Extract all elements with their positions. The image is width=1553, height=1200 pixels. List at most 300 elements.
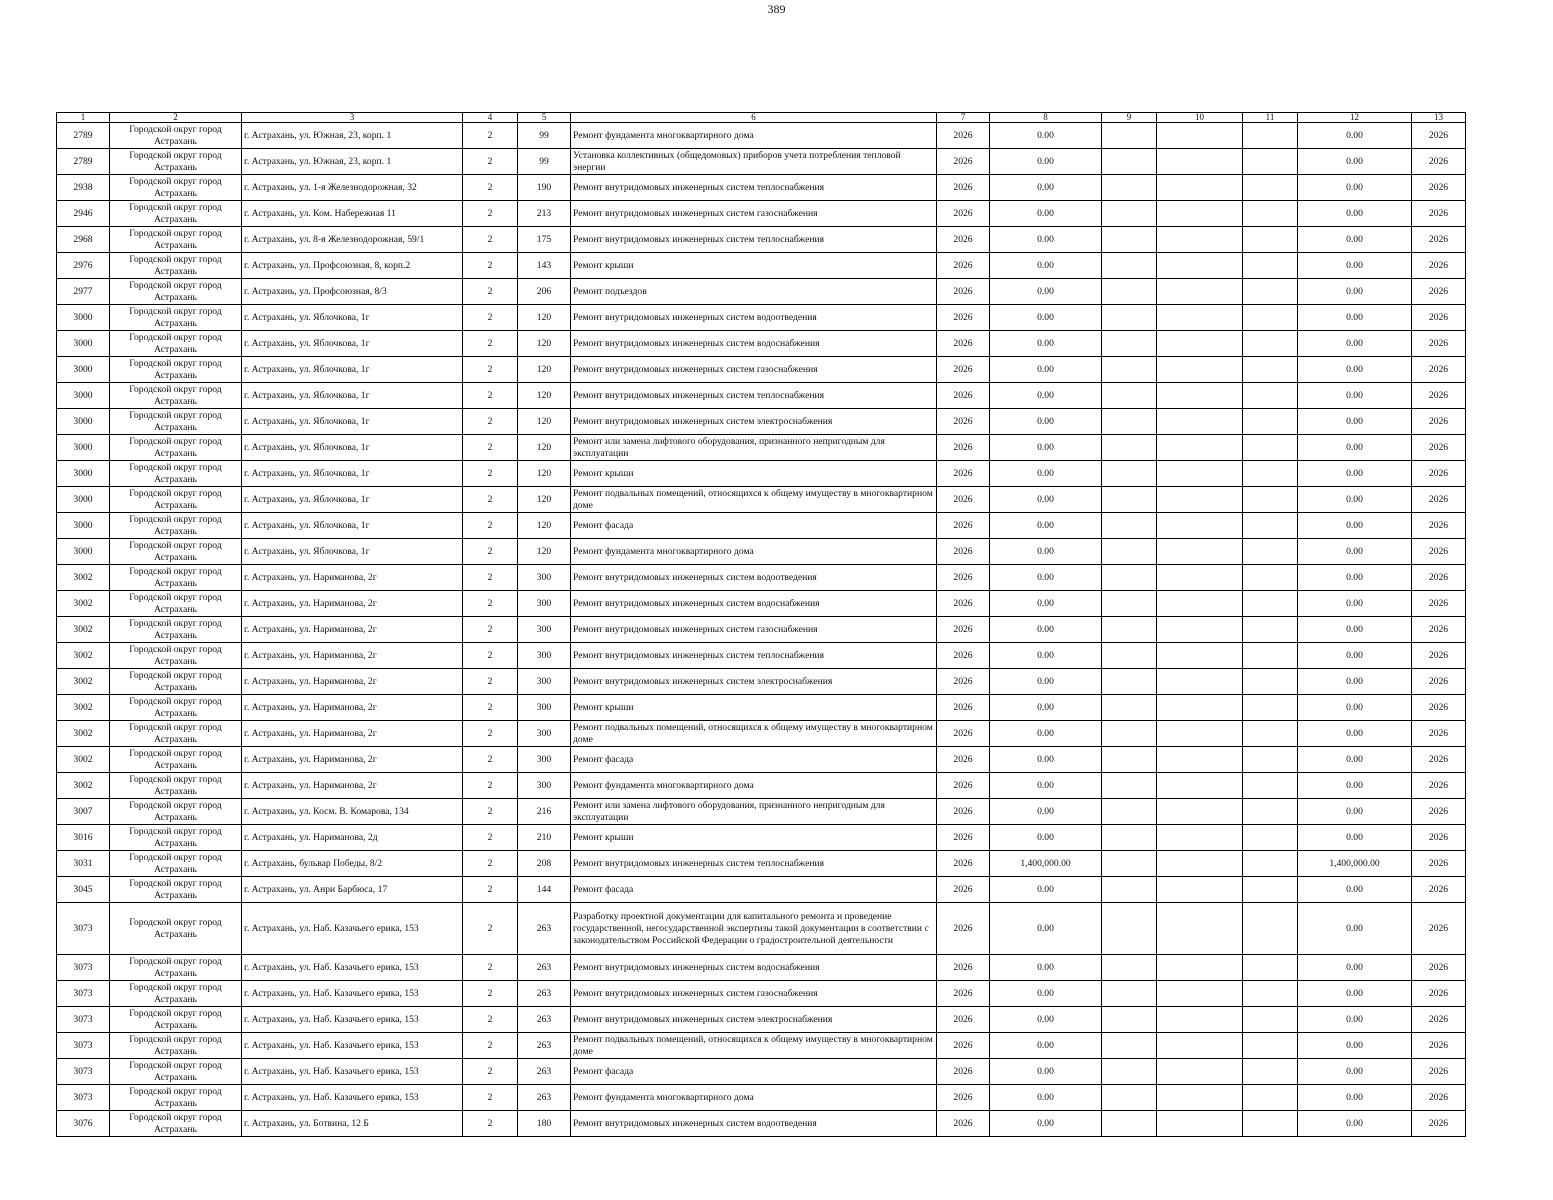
cell-completion-year: 2026 xyxy=(1412,331,1466,357)
cell-year: 2026 xyxy=(937,1085,990,1111)
cell-col-5: 120 xyxy=(518,487,571,513)
table-row xyxy=(57,1085,1466,1111)
column-header: 10 xyxy=(1157,113,1243,123)
cell-record-number: 2789 xyxy=(57,123,110,149)
cell-fund-cost: 0.00 xyxy=(1298,123,1412,149)
table-row xyxy=(57,435,1466,461)
column-header: 12 xyxy=(1298,113,1412,123)
cell-col-11 xyxy=(1243,1033,1298,1059)
cell-completion-year: 2026 xyxy=(1412,175,1466,201)
cell-work-type: Ремонт внутридомовых инженерных систем электроснабжения xyxy=(571,669,937,695)
cell-year: 2026 xyxy=(937,643,990,669)
cell-col-11 xyxy=(1243,305,1298,331)
column-header: 11 xyxy=(1243,113,1298,123)
cell-col-11 xyxy=(1243,487,1298,513)
cell-col-4: 2 xyxy=(463,539,518,565)
cell-col-11 xyxy=(1243,773,1298,799)
cell-record-number: 3016 xyxy=(57,825,110,851)
cell-col-10 xyxy=(1157,825,1243,851)
cell-record-number: 3002 xyxy=(57,695,110,721)
cell-year: 2026 xyxy=(937,123,990,149)
table-row xyxy=(57,305,1466,331)
cell-total-cost: 0.00 xyxy=(990,617,1102,643)
table-row xyxy=(57,227,1466,253)
cell-municipality: Городской округ город Астрахань xyxy=(110,1007,242,1033)
cell-fund-cost: 0.00 xyxy=(1298,1111,1412,1137)
cell-record-number: 3073 xyxy=(57,1085,110,1111)
cell-year: 2026 xyxy=(937,305,990,331)
cell-work-type: Ремонт внутридомовых инженерных систем электроснабжения xyxy=(571,1007,937,1033)
column-header: 9 xyxy=(1102,113,1157,123)
cell-total-cost: 0.00 xyxy=(990,1007,1102,1033)
cell-col-4: 2 xyxy=(463,1111,518,1137)
table-row xyxy=(57,565,1466,591)
cell-col-10 xyxy=(1157,721,1243,747)
cell-col-9 xyxy=(1102,539,1157,565)
cell-col-4: 2 xyxy=(463,253,518,279)
cell-col-11 xyxy=(1243,1111,1298,1137)
cell-col-9 xyxy=(1102,461,1157,487)
cell-total-cost: 0.00 xyxy=(990,1033,1102,1059)
cell-col-9 xyxy=(1102,747,1157,773)
cell-fund-cost: 0.00 xyxy=(1298,383,1412,409)
cell-col-4: 2 xyxy=(463,851,518,877)
cell-col-5: 300 xyxy=(518,695,571,721)
cell-total-cost: 0.00 xyxy=(990,747,1102,773)
cell-col-9 xyxy=(1102,773,1157,799)
cell-completion-year: 2026 xyxy=(1412,565,1466,591)
cell-year: 2026 xyxy=(937,747,990,773)
cell-address: г. Астрахань, ул. Профсоюзная, 8/3 xyxy=(242,279,463,305)
cell-col-5: 300 xyxy=(518,773,571,799)
cell-col-4: 2 xyxy=(463,773,518,799)
page-number: 389 xyxy=(767,2,786,16)
cell-fund-cost: 0.00 xyxy=(1298,591,1412,617)
cell-record-number: 3000 xyxy=(57,409,110,435)
cell-completion-year: 2026 xyxy=(1412,747,1466,773)
cell-col-9 xyxy=(1102,383,1157,409)
cell-total-cost: 0.00 xyxy=(990,669,1102,695)
cell-total-cost: 0.00 xyxy=(990,253,1102,279)
cell-col-10 xyxy=(1157,539,1243,565)
cell-col-4: 2 xyxy=(463,357,518,383)
cell-col-9 xyxy=(1102,1033,1157,1059)
cell-completion-year: 2026 xyxy=(1412,825,1466,851)
cell-address: г. Астрахань, ул. Ком. Набережная 11 xyxy=(242,201,463,227)
table-row xyxy=(57,539,1466,565)
table-row xyxy=(57,149,1466,175)
cell-col-4: 2 xyxy=(463,1085,518,1111)
cell-col-11 xyxy=(1243,1007,1298,1033)
cell-year: 2026 xyxy=(937,357,990,383)
cell-col-5: 300 xyxy=(518,669,571,695)
cell-fund-cost: 0.00 xyxy=(1298,487,1412,513)
cell-col-5: 300 xyxy=(518,721,571,747)
cell-col-5: 120 xyxy=(518,357,571,383)
table-row xyxy=(57,981,1466,1007)
cell-municipality: Городской округ город Астрахань xyxy=(110,877,242,903)
cell-address: г. Астрахань, ул. Нариманова, 2г xyxy=(242,721,463,747)
cell-col-4: 2 xyxy=(463,487,518,513)
cell-municipality: Городской округ город Астрахань xyxy=(110,825,242,851)
cell-col-11 xyxy=(1243,955,1298,981)
cell-col-5: 263 xyxy=(518,1033,571,1059)
cell-col-9 xyxy=(1102,357,1157,383)
cell-record-number: 3076 xyxy=(57,1111,110,1137)
cell-col-4: 2 xyxy=(463,227,518,253)
cell-municipality: Городской округ город Астрахань xyxy=(110,669,242,695)
cell-year: 2026 xyxy=(937,695,990,721)
cell-work-type: Ремонт фундамента многоквартирного дома xyxy=(571,123,937,149)
cell-record-number: 3073 xyxy=(57,955,110,981)
cell-col-9 xyxy=(1102,1059,1157,1085)
cell-col-10 xyxy=(1157,201,1243,227)
cell-year: 2026 xyxy=(937,877,990,903)
cell-completion-year: 2026 xyxy=(1412,487,1466,513)
cell-record-number: 3073 xyxy=(57,981,110,1007)
cell-col-5: 263 xyxy=(518,955,571,981)
cell-col-5: 120 xyxy=(518,409,571,435)
cell-col-10 xyxy=(1157,123,1243,149)
cell-fund-cost: 0.00 xyxy=(1298,773,1412,799)
cell-year: 2026 xyxy=(937,253,990,279)
table-row xyxy=(57,253,1466,279)
cell-col-4: 2 xyxy=(463,461,518,487)
cell-work-type: Разработку проектной документации для капитального ремонта и проведение государственной, негосударственной экспертизы такой документации в соответствии с законодательством Российской Федерации о градостроительной деятельности xyxy=(571,903,937,955)
cell-col-10 xyxy=(1157,747,1243,773)
cell-year: 2026 xyxy=(937,435,990,461)
cell-year: 2026 xyxy=(937,591,990,617)
cell-work-type: Ремонт крыши xyxy=(571,825,937,851)
cell-col-10 xyxy=(1157,513,1243,539)
cell-col-9 xyxy=(1102,123,1157,149)
cell-fund-cost: 0.00 xyxy=(1298,227,1412,253)
cell-total-cost: 0.00 xyxy=(990,955,1102,981)
cell-col-4: 2 xyxy=(463,409,518,435)
cell-work-type: Ремонт крыши xyxy=(571,461,937,487)
cell-fund-cost: 0.00 xyxy=(1298,149,1412,175)
cell-work-type: Ремонт внутридомовых инженерных систем газоснабжения xyxy=(571,201,937,227)
cell-fund-cost: 0.00 xyxy=(1298,1085,1412,1111)
cell-municipality: Городской округ город Астрахань xyxy=(110,851,242,877)
cell-col-4: 2 xyxy=(463,955,518,981)
cell-col-5: 206 xyxy=(518,279,571,305)
cell-col-11 xyxy=(1243,825,1298,851)
table-body xyxy=(57,123,1466,1137)
cell-completion-year: 2026 xyxy=(1412,851,1466,877)
cell-col-11 xyxy=(1243,357,1298,383)
cell-municipality: Городской округ город Астрахань xyxy=(110,461,242,487)
cell-total-cost: 0.00 xyxy=(990,435,1102,461)
cell-year: 2026 xyxy=(937,487,990,513)
cell-record-number: 2789 xyxy=(57,149,110,175)
cell-col-4: 2 xyxy=(463,123,518,149)
cell-record-number: 3045 xyxy=(57,877,110,903)
cell-completion-year: 2026 xyxy=(1412,591,1466,617)
cell-work-type: Ремонт подвальных помещений, относящихся к общему имуществу в многоквартирном доме xyxy=(571,487,937,513)
cell-completion-year: 2026 xyxy=(1412,799,1466,825)
cell-municipality: Городской округ город Астрахань xyxy=(110,721,242,747)
cell-work-type: Ремонт внутридомовых инженерных систем теплоснабжения xyxy=(571,851,937,877)
column-header: 6 xyxy=(571,113,937,123)
cell-total-cost: 0.00 xyxy=(990,773,1102,799)
cell-col-10 xyxy=(1157,851,1243,877)
cell-fund-cost: 0.00 xyxy=(1298,305,1412,331)
cell-address: г. Астрахань, ул. Южная, 23, корп. 1 xyxy=(242,123,463,149)
cell-year: 2026 xyxy=(937,331,990,357)
cell-fund-cost: 0.00 xyxy=(1298,955,1412,981)
cell-record-number: 3007 xyxy=(57,799,110,825)
cell-address: г. Астрахань, ул. Яблочкова, 1г xyxy=(242,305,463,331)
table-row xyxy=(57,461,1466,487)
cell-col-10 xyxy=(1157,175,1243,201)
cell-municipality: Городской округ город Астрахань xyxy=(110,695,242,721)
cell-work-type: Ремонт внутридомовых инженерных систем водоотведения xyxy=(571,305,937,331)
cell-col-11 xyxy=(1243,227,1298,253)
cell-total-cost: 0.00 xyxy=(990,877,1102,903)
table-row xyxy=(57,773,1466,799)
cell-fund-cost: 0.00 xyxy=(1298,1007,1412,1033)
table-row xyxy=(57,721,1466,747)
cell-fund-cost: 0.00 xyxy=(1298,643,1412,669)
cell-address: г. Астрахань, ул. Яблочкова, 1г xyxy=(242,487,463,513)
cell-col-10 xyxy=(1157,981,1243,1007)
cell-col-9 xyxy=(1102,955,1157,981)
cell-address: г. Астрахань, ул. 1-я Железнодорожная, 32 xyxy=(242,175,463,201)
cell-col-5: 144 xyxy=(518,877,571,903)
cell-record-number: 3000 xyxy=(57,331,110,357)
table-row xyxy=(57,487,1466,513)
cell-work-type: Ремонт или замена лифтового оборудования, признанного непригодным для эксплуатации xyxy=(571,435,937,461)
cell-col-11 xyxy=(1243,253,1298,279)
cell-year: 2026 xyxy=(937,617,990,643)
cell-col-10 xyxy=(1157,383,1243,409)
cell-col-10 xyxy=(1157,591,1243,617)
column-header: 3 xyxy=(242,113,463,123)
cell-col-10 xyxy=(1157,1059,1243,1085)
cell-col-5: 216 xyxy=(518,799,571,825)
cell-record-number: 2977 xyxy=(57,279,110,305)
cell-col-9 xyxy=(1102,877,1157,903)
cell-work-type: Ремонт внутридомовых инженерных систем теплоснабжения xyxy=(571,227,937,253)
table-row xyxy=(57,851,1466,877)
table-row xyxy=(57,175,1466,201)
cell-total-cost: 0.00 xyxy=(990,825,1102,851)
cell-fund-cost: 0.00 xyxy=(1298,799,1412,825)
cell-col-9 xyxy=(1102,331,1157,357)
cell-total-cost: 0.00 xyxy=(990,903,1102,955)
cell-work-type: Ремонт фасада xyxy=(571,513,937,539)
cell-completion-year: 2026 xyxy=(1412,1059,1466,1085)
cell-col-10 xyxy=(1157,877,1243,903)
cell-total-cost: 0.00 xyxy=(990,721,1102,747)
cell-address: г. Астрахань, ул. Наб. Казачьего ерика, 153 xyxy=(242,955,463,981)
cell-completion-year: 2026 xyxy=(1412,1085,1466,1111)
cell-completion-year: 2026 xyxy=(1412,149,1466,175)
cell-col-11 xyxy=(1243,799,1298,825)
cell-col-9 xyxy=(1102,591,1157,617)
cell-total-cost: 0.00 xyxy=(990,149,1102,175)
cell-col-10 xyxy=(1157,253,1243,279)
cell-fund-cost: 0.00 xyxy=(1298,201,1412,227)
cell-year: 2026 xyxy=(937,825,990,851)
cell-col-9 xyxy=(1102,1111,1157,1137)
cell-fund-cost: 0.00 xyxy=(1298,331,1412,357)
cell-year: 2026 xyxy=(937,955,990,981)
cell-col-4: 2 xyxy=(463,279,518,305)
cell-address: г. Астрахань, ул. Нариманова, 2г xyxy=(242,747,463,773)
cell-municipality: Городской округ город Астрахань xyxy=(110,487,242,513)
cell-completion-year: 2026 xyxy=(1412,773,1466,799)
cell-col-5: 208 xyxy=(518,851,571,877)
cell-col-11 xyxy=(1243,903,1298,955)
cell-col-5: 300 xyxy=(518,591,571,617)
cell-work-type: Ремонт внутридомовых инженерных систем водоотведения xyxy=(571,565,937,591)
cell-address: г. Астрахань, ул. Яблочкова, 1г xyxy=(242,383,463,409)
cell-col-11 xyxy=(1243,513,1298,539)
cell-col-9 xyxy=(1102,695,1157,721)
cell-completion-year: 2026 xyxy=(1412,539,1466,565)
cell-address: г. Астрахань, ул. Нариманова, 2г xyxy=(242,591,463,617)
cell-col-9 xyxy=(1102,617,1157,643)
table-row xyxy=(57,643,1466,669)
cell-completion-year: 2026 xyxy=(1412,1111,1466,1137)
cell-fund-cost: 0.00 xyxy=(1298,175,1412,201)
cell-year: 2026 xyxy=(937,1007,990,1033)
cell-municipality: Городской округ город Астрахань xyxy=(110,747,242,773)
cell-record-number: 2976 xyxy=(57,253,110,279)
column-header: 5 xyxy=(518,113,571,123)
cell-col-4: 2 xyxy=(463,825,518,851)
cell-work-type: Ремонт крыши xyxy=(571,253,937,279)
cell-col-4: 2 xyxy=(463,201,518,227)
cell-total-cost: 0.00 xyxy=(990,409,1102,435)
cell-municipality: Городской округ город Астрахань xyxy=(110,175,242,201)
cell-col-10 xyxy=(1157,617,1243,643)
cell-fund-cost: 0.00 xyxy=(1298,435,1412,461)
cell-total-cost: 0.00 xyxy=(990,383,1102,409)
cell-year: 2026 xyxy=(937,1059,990,1085)
cell-work-type: Ремонт фасада xyxy=(571,877,937,903)
table-row xyxy=(57,409,1466,435)
cell-year: 2026 xyxy=(937,383,990,409)
cell-work-type: Ремонт фасада xyxy=(571,747,937,773)
table-row xyxy=(57,201,1466,227)
column-header: 13 xyxy=(1412,113,1466,123)
cell-col-5: 263 xyxy=(518,1007,571,1033)
cell-completion-year: 2026 xyxy=(1412,253,1466,279)
cell-year: 2026 xyxy=(937,565,990,591)
cell-col-4: 2 xyxy=(463,799,518,825)
cell-col-4: 2 xyxy=(463,1007,518,1033)
cell-address: г. Астрахань, ул. Нариманова, 2г xyxy=(242,773,463,799)
cell-municipality: Городской округ город Астрахань xyxy=(110,305,242,331)
cell-col-11 xyxy=(1243,123,1298,149)
cell-completion-year: 2026 xyxy=(1412,123,1466,149)
cell-col-10 xyxy=(1157,409,1243,435)
cell-completion-year: 2026 xyxy=(1412,461,1466,487)
cell-municipality: Городской округ город Астрахань xyxy=(110,513,242,539)
table-row xyxy=(57,1059,1466,1085)
cell-col-11 xyxy=(1243,565,1298,591)
cell-year: 2026 xyxy=(937,513,990,539)
cell-address: г. Астрахань, ул. Наб. Казачьего ерика, 153 xyxy=(242,1007,463,1033)
cell-address: г. Астрахань, ул. Яблочкова, 1г xyxy=(242,435,463,461)
cell-col-9 xyxy=(1102,201,1157,227)
cell-col-9 xyxy=(1102,825,1157,851)
cell-completion-year: 2026 xyxy=(1412,409,1466,435)
cell-col-5: 263 xyxy=(518,1059,571,1085)
cell-year: 2026 xyxy=(937,721,990,747)
cell-col-11 xyxy=(1243,851,1298,877)
cell-address: г. Астрахань, ул. Наб. Казачьего ерика, 153 xyxy=(242,981,463,1007)
cell-col-4: 2 xyxy=(463,383,518,409)
cell-work-type: Ремонт фундамента многоквартирного дома xyxy=(571,1085,937,1111)
cell-col-5: 300 xyxy=(518,747,571,773)
cell-municipality: Городской округ город Астрахань xyxy=(110,565,242,591)
cell-completion-year: 2026 xyxy=(1412,981,1466,1007)
cell-record-number: 2968 xyxy=(57,227,110,253)
cell-col-11 xyxy=(1243,747,1298,773)
cell-total-cost: 0.00 xyxy=(990,981,1102,1007)
cell-col-5: 143 xyxy=(518,253,571,279)
cell-col-11 xyxy=(1243,149,1298,175)
cell-col-9 xyxy=(1102,565,1157,591)
cell-col-9 xyxy=(1102,643,1157,669)
cell-col-10 xyxy=(1157,149,1243,175)
cell-col-4: 2 xyxy=(463,981,518,1007)
cell-year: 2026 xyxy=(937,981,990,1007)
cell-completion-year: 2026 xyxy=(1412,955,1466,981)
cell-total-cost: 0.00 xyxy=(990,123,1102,149)
cell-col-11 xyxy=(1243,695,1298,721)
cell-record-number: 3073 xyxy=(57,1033,110,1059)
column-header: 7 xyxy=(937,113,990,123)
cell-col-11 xyxy=(1243,279,1298,305)
cell-completion-year: 2026 xyxy=(1412,227,1466,253)
cell-municipality: Городской округ город Астрахань xyxy=(110,123,242,149)
cell-record-number: 3002 xyxy=(57,617,110,643)
cell-completion-year: 2026 xyxy=(1412,1007,1466,1033)
cell-col-4: 2 xyxy=(463,903,518,955)
cell-col-11 xyxy=(1243,591,1298,617)
cell-col-11 xyxy=(1243,643,1298,669)
cell-completion-year: 2026 xyxy=(1412,669,1466,695)
cell-year: 2026 xyxy=(937,851,990,877)
cell-col-5: 300 xyxy=(518,643,571,669)
cell-total-cost: 0.00 xyxy=(990,591,1102,617)
cell-col-11 xyxy=(1243,617,1298,643)
table-row xyxy=(57,591,1466,617)
cell-municipality: Городской округ город Астрахань xyxy=(110,617,242,643)
cell-address: г. Астрахань, ул. Наб. Казачьего ерика, 153 xyxy=(242,1059,463,1085)
table-row xyxy=(57,747,1466,773)
cell-record-number: 3002 xyxy=(57,565,110,591)
cell-year: 2026 xyxy=(937,175,990,201)
cell-municipality: Городской округ город Астрахань xyxy=(110,1085,242,1111)
column-header: 1 xyxy=(57,113,110,123)
cell-col-5: 263 xyxy=(518,903,571,955)
cell-total-cost: 0.00 xyxy=(990,539,1102,565)
cell-col-4: 2 xyxy=(463,643,518,669)
cell-total-cost: 0.00 xyxy=(990,331,1102,357)
cell-work-type: Ремонт фундамента многоквартирного дома xyxy=(571,773,937,799)
cell-col-5: 175 xyxy=(518,227,571,253)
cell-record-number: 3073 xyxy=(57,1059,110,1085)
table-row xyxy=(57,877,1466,903)
cell-fund-cost: 0.00 xyxy=(1298,279,1412,305)
cell-municipality: Городской округ город Астрахань xyxy=(110,383,242,409)
